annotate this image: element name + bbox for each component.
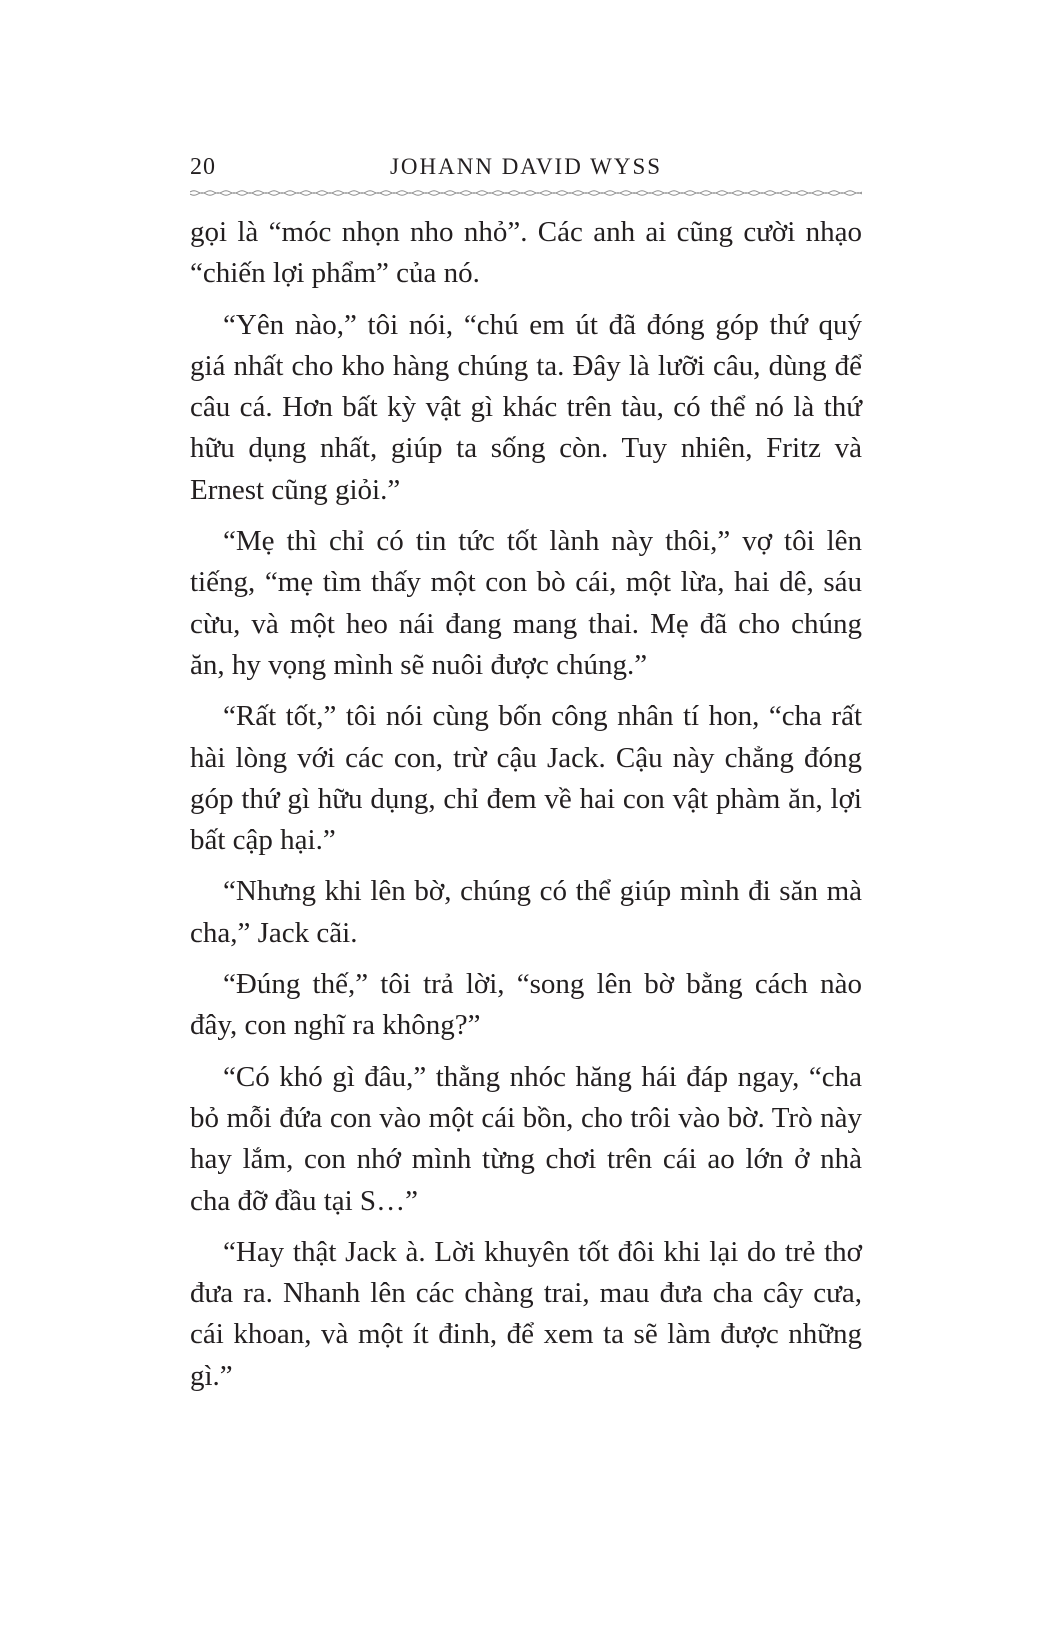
running-head bbox=[190, 150, 862, 184]
paragraph-4: “Rất tốt,” tôi nói cùng bốn công nhân tí hon, “cha rất hài lòng với các con, trừ cậu Jack. Cậu này chẳng đóng góp thứ gì hữu dụng, chỉ đem về hai con vật phàm ăn, lợi bất cập hại.” bbox=[190, 700, 862, 857]
paragraph-2: “Yên nào,” tôi nói, “chú em út đã đóng góp thứ quý giá nhất cho kho hàng chúng ta. Đây là lưỡi câu, dùng để câu cá. Hơn bất kỳ vật gì khác trên tàu, có thể nó là thứ hữu dụng nhất, giúp ta sống còn. Tuy nhiên, Fritz và Ernest cũng giỏi.” bbox=[190, 308, 862, 506]
paragraph-1: gọi là “móc nhọn nho nhỏ”. Các anh ai cũng cười nhạo “chiến lợi phẩm” của nó. bbox=[190, 216, 862, 290]
wavy-rule-ornament bbox=[190, 188, 862, 198]
paragraph-5: “Nhưng khi lên bờ, chúng có thể giúp mình đi săn mà cha,” Jack cãi. bbox=[190, 875, 862, 949]
paragraph-7: “Có khó gì đâu,” thằng nhóc hăng hái đáp ngay, “cha bỏ mỗi đứa con vào một cái bồn, cho trôi vào bờ. Trò này hay lắm, con nhớ mình từng chơi trên cái ao lớn ở nhà cha đỡ đầu tại S…” bbox=[190, 1060, 862, 1217]
page-number: 20 bbox=[190, 154, 216, 180]
paragraph-8: “Hay thật Jack à. Lời khuyên tốt đôi khi lại do trẻ thơ đưa ra. Nhanh lên các chàng trai, mau đưa cha cây cưa, cái khoan, và một ít đinh, để xem ta sẽ làm được những gì.” bbox=[190, 1235, 862, 1392]
body-text bbox=[190, 212, 862, 1407]
running-title: JOHANN DAVID WYSS bbox=[389, 154, 663, 179]
paragraph-3: “Mẹ thì chỉ có tin tức tốt lành này thôi,” vợ tôi lên tiếng, “mẹ tìm thấy một con bò cái, một lừa, hai dê, sáu cừu, và một heo nái đang mang thai. Mẹ đã cho chúng ăn, hy vọng mình sẽ nuôi được chúng.” bbox=[190, 525, 862, 681]
paragraph-6: “Đúng thế,” tôi trả lời, “song lên bờ bằng cách nào đây, con nghĩ ra không?” bbox=[190, 968, 862, 1042]
